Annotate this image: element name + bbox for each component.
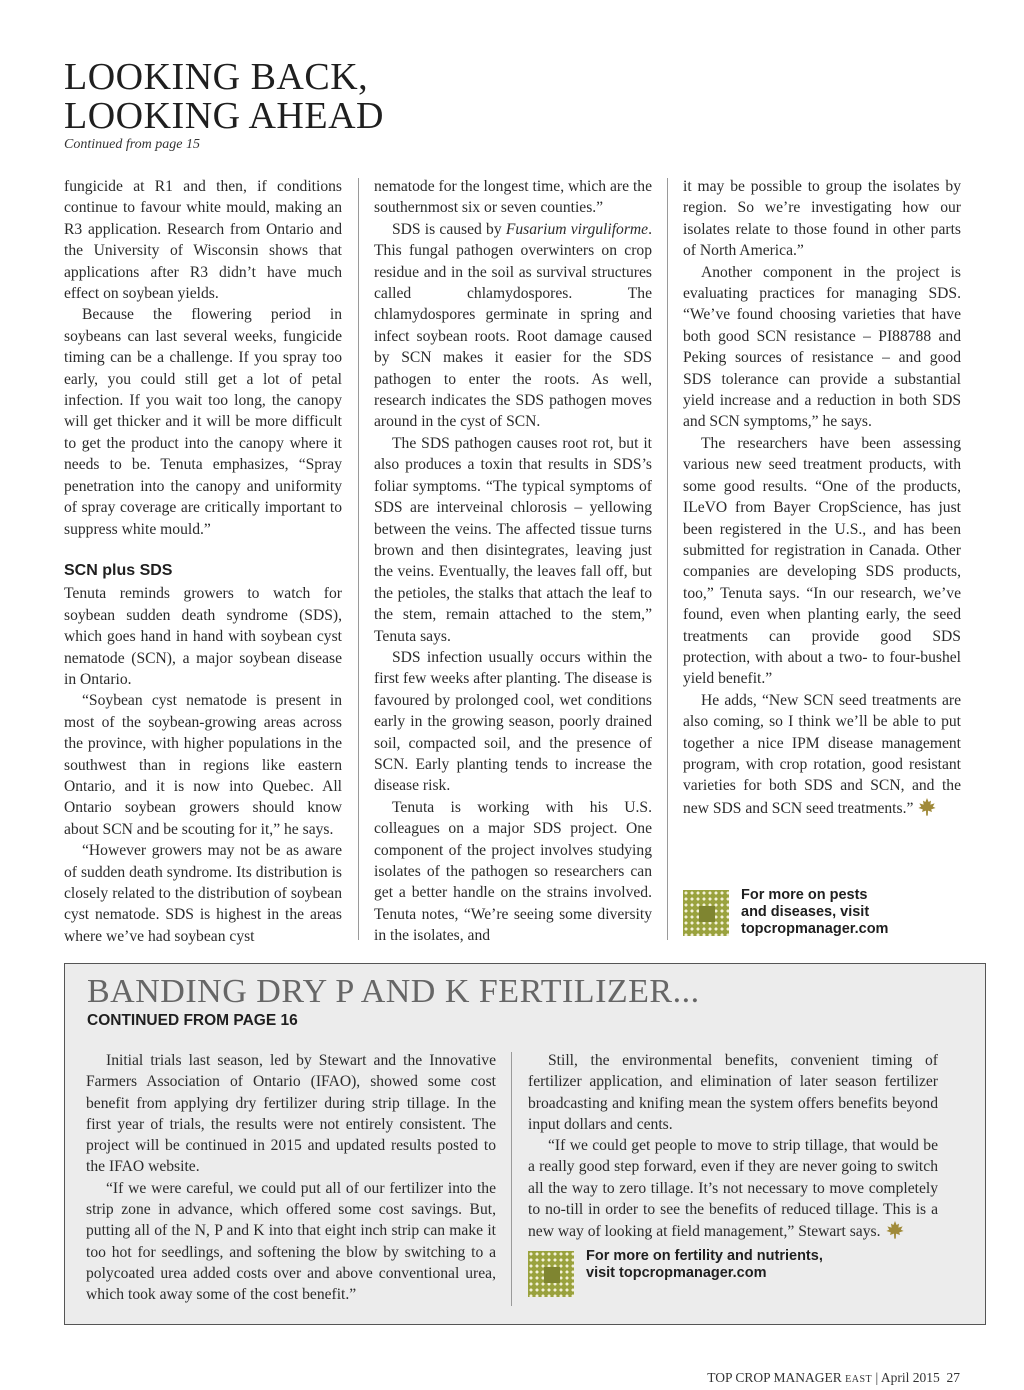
promo-link[interactable]: visit topcropmanager.com [586, 1264, 767, 1281]
column-divider [511, 1052, 512, 1306]
section-heading: SCN plus SDS [64, 561, 173, 579]
article-column-3 [683, 176, 961, 819]
article-title [64, 58, 384, 136]
promo-text[interactable] [741, 887, 888, 938]
page-footer [707, 1370, 960, 1386]
paragraph [528, 1135, 938, 1242]
paragraph: Still, the environmental benefits, convenient timing of fertilizer application, and elimination of later season fertilizer broadcasting and knifing mean the system offers benefits beyond input dollars and cents. [528, 1052, 938, 1133]
text: . This fungal pathogen overwinters on crop residue and in the soil as survival structures called chlamydospores. The chlamydospores germinate in spring and infect soybean roots. Root damage caused by SCN makes it easier for the SDS pathogen to enter the roots. As well, research indicates the SDS pathogen moves around in the cyst of SCN. [374, 220, 652, 431]
paragraph: “Soybean cyst nematode is present in most of the soybean-growing areas across the province, with higher populations in the southwest than in regions like eastern Ontario, and it is now into Quebec. All Ontario soybean growers should know about SCN and be scouting for it,” he says. [64, 692, 342, 838]
maple-leaf-icon [917, 797, 937, 817]
promo-line: and diseases, visit [741, 904, 870, 920]
text: “If we could get people to move to strip tillage, that would be a really good step forward, even if they are never going to switch all the way to zero tillage. It’s not necessary to move completely to no-till in order to see the benefits of reduced tillage. This is a new way of looking at field management,” Stewart says. [528, 1137, 938, 1241]
paragraph: Tenuta reminds growers to watch for soybean sudden death syndrome (SDS), which goes hand in hand with soybean cyst nematode (SCN), a major soybean disease in Ontario. [64, 585, 342, 688]
qr-code-icon [683, 890, 729, 936]
title-line-1: LOOKING BACK, [64, 56, 369, 98]
continued-note: Continued from page 15 [64, 137, 200, 152]
maple-leaf-icon [885, 1220, 905, 1240]
magazine-edition: EAST [845, 1374, 873, 1385]
paragraph: Tenuta is working with his U.S. colleagues on a major SDS project. One component of the project involves studying isolates of the pathogen so researchers can get a better handle on the strains involved. Tenuta notes, “We’re seeing some diversity in the isolates, and [374, 798, 652, 945]
promo-line: For more on pests [741, 887, 868, 903]
sidebar-subtitle: CONTINUED FROM PAGE 16 [87, 1012, 298, 1029]
paragraph [683, 690, 961, 819]
paragraph: Initial trials last season, led by Stewart and the Innovative Farmers Association of Ontario (IFAO), showed some cost benefit from applying dry fertilizer during strip tillage. In the first year of trials, the results were not entirely consistent. The project will be continued in 2015 and updated results posted to the IFAO website. [86, 1052, 496, 1176]
paragraph: “If we were careful, we could put all of our fertilizer into the strip zone in advance, which offered some cost savings. But, putting all of the N, P and K into that eight inch strip can make it too hot for seedlings, and softening the blow by switching to a polycoated urea added costs over and above conventional urea, which took away some of the cost benefit.” [86, 1179, 496, 1304]
promo-fertility[interactable] [528, 1247, 938, 1297]
paragraph: Because the flowering period in soybeans can last several weeks, fungicide timing can be a challenge. If you spray too early, you could still get a lot of petal infection. If you wait too long, the canopy will get thicker and it will be more difficult to get the product into the canopy where it needs to be. Tenuta emphasizes, “Spray penetration into the canopy and uniformity of spray coverage are critically important to suppress white mould.” [64, 306, 342, 538]
paragraph: The SDS pathogen causes root rot, but it also produces a toxin that results in SDS’s foliar symptoms. “The typical symptoms of SDS are interveinal chlorosis – yellowing between the veins. The affected tissue turns brown and then disintegrates, leaving just the veins. Eventually, the leaves fall off, but the petioles, the stalks that attach the leaf to the stem, remain attached to the stem,” Tenuta says. [374, 434, 652, 645]
article-column-2 [374, 176, 652, 947]
promo-pests[interactable] [683, 887, 888, 938]
promo-link[interactable]: topcropmanager.com [741, 921, 889, 937]
paragraph [374, 219, 652, 433]
promo-text[interactable] [586, 1248, 823, 1282]
qr-code-icon [528, 1251, 574, 1297]
text: SDS is caused by [392, 220, 506, 238]
column-divider [667, 178, 668, 940]
sidebar-title: BANDING DRY P AND K FERTILIZER... [87, 973, 700, 1010]
paragraph: The researchers have been assessing various new seed treatment products, with some good results. “One of the products, ILeVO from Bayer CropScience, has just been registered in the U.S., and has been submitted for registration in Canada. Other companies are developing SDS products, too,” Tenuta says. “In our research, we’ve found, even when planting early, the seed treatments can provide good SDS protection, with about a two- to four-bushel yield benefit.” [683, 434, 961, 688]
paragraph: Another component in the project is evaluating practices for managing SDS. “We’ve found choosing varieties that have both good SCN resistance – PI88788 and Peking sources of resistance – and good SDS tolerance can provide a substantial yield increase and a reduction in both SDS and SCN symptoms,” he says. [683, 263, 961, 431]
species-name: Fusarium virguliforme [505, 220, 649, 238]
column-divider [358, 178, 359, 940]
paragraph: it may be possible to group the isolates by region. So we’re investigating how our isolates relate to those found in other parts of North America.” [683, 178, 961, 260]
article-column-1 [64, 176, 342, 947]
title-line-2: LOOKING AHEAD [64, 95, 384, 137]
footer-separator: | [875, 1370, 879, 1385]
paragraph: SDS infection usually occurs within the first few weeks after planting. The disease is favoured by prolonged cool, wet conditions early in the growing season, poorly drained soil, compacted soil, and the presence of SCN. Early planting tends to increase the disease risk. [374, 648, 652, 795]
paragraph: “However growers may not be as aware of sudden death syndrome. Its distribution is closely related to the distribution of soybean cyst nematode. SDS is highest in the areas where we’ve had soybean cyst [64, 842, 342, 945]
sidebar-column-left [86, 1050, 496, 1306]
text: He adds, “New SCN seed treatments are also coming, so I think we’ll be able to put together a nice IPM disease management program, with crop rotation, good resistant varieties for both SDS and SCN, and the new SDS and SCN seed treatments.” [683, 691, 961, 817]
paragraph: nematode for the longest time, which are the southernmost six or seven counties.” [374, 178, 652, 217]
paragraph: fungicide at R1 and then, if conditions continue to favour white mould, making an R3 application. Research from Ontario and the University of Wisconsin shows that applications after R3 didn’t have much effect on soybean yields. [64, 178, 342, 303]
page-number: 27 [946, 1370, 960, 1385]
issue-date: April 2015 [880, 1370, 940, 1385]
sidebar-column-right [528, 1050, 938, 1297]
sidebar-box [64, 963, 986, 1325]
promo-line: For more on fertility and nutrients, [586, 1247, 823, 1264]
magazine-name: TOP CROP MANAGER [707, 1370, 842, 1385]
